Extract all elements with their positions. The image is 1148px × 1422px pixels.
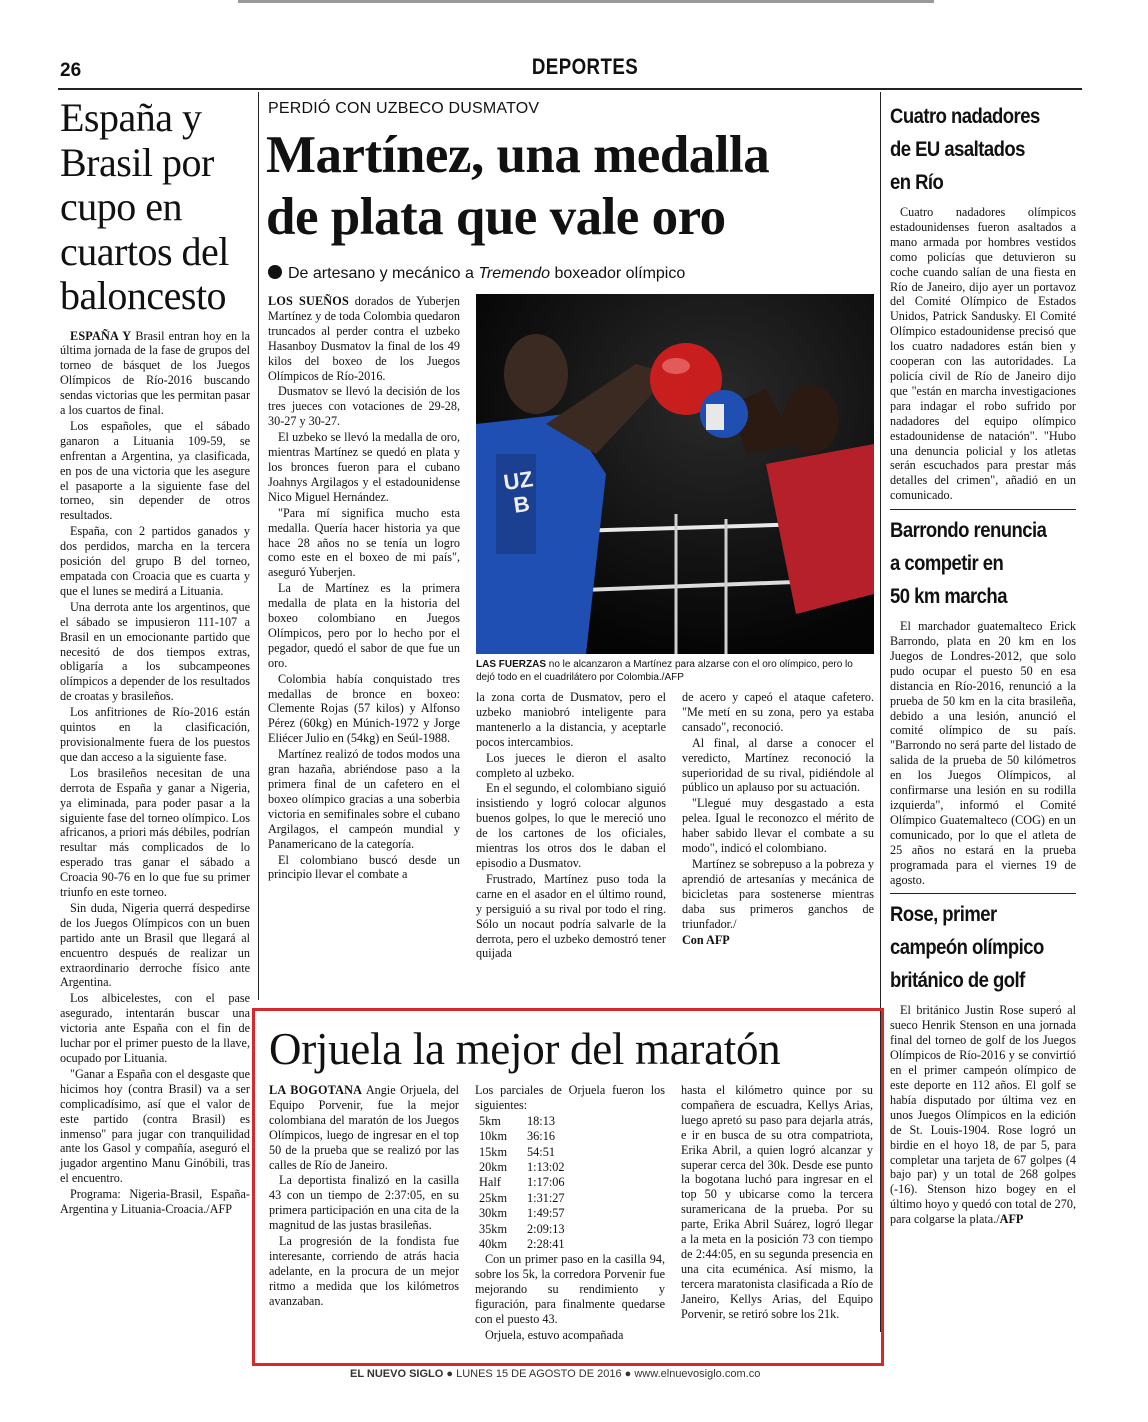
headline-line: británico de golf (890, 969, 1025, 993)
headline-line: de EU asaltados (890, 138, 1025, 161)
story-text: El británico Justin Rose superó al sueco Henrik Stenson en una jornada final del torneo de golf de los Juegos Olímpicos de Río-2016 y se convirtió en el primer campeón olímpico de este deporte en 112 años. El golf se había disputado por última vez en unos Juegos Olímpicos en la edición de St. Louis-1904. Rose logró un birdie en el hoyo 18, de par 5, para completar una tarjeta de 67 golpes (4 bajo par) y un total de 268 golpes (-16). Stenson hizo bogey en el último hoyo y quedó con total de 270, para colgarse la plata./ (890, 1003, 1076, 1227)
paragraph: El colombiano buscó desde un principio llevar el combate a (268, 852, 460, 882)
marathon-headline: Orjuela la mejor del maratón (269, 1024, 781, 1074)
headline-line: 50 km marcha (890, 585, 1007, 609)
footer-paper: EL NUEVO SIGLO (350, 1368, 444, 1380)
subhead-text: boxeador olímpico (550, 265, 686, 282)
split-time: 1:17:06 (527, 1175, 565, 1190)
split-time: 1:49:57 (527, 1206, 565, 1221)
header-rule (58, 88, 1082, 90)
right-story-3-headline (890, 898, 1054, 997)
right-story-1 (890, 100, 1076, 503)
paragraph: dorados de Yuberjen Martínez y de toda Colombia quedaron truncados al perder contra el uzbeko Hasanboy Dusmatov la final de los 49 kilos del boxeo de los Juegos Olímpicos de Río-2016. (268, 294, 461, 383)
split-distance: 10km (479, 1129, 508, 1144)
caption-lead: LAS FUERZAS (476, 659, 546, 670)
left-story-body (60, 329, 250, 1217)
photo-caption (476, 658, 874, 684)
split-row (475, 1175, 665, 1190)
paragraph: Sin duda, Nigeria querrá despedirse de los Juegos Olímpicos con un buen partido ante un Brasil que llegará al encuentro después de realizar un extraordinario derroche físico ante Argentina. (60, 900, 250, 990)
paragraph: Colombia había conquistado tres medallas de bronce en boxeo: Clemente Rojas (57 kilos) y Alfonso Pérez (60kg) en Múnich-1972 y Jorge Eliécer Julio en (54kg) en Seúl-1988. (268, 671, 460, 746)
divider (890, 893, 1076, 894)
paragraph: La deportista finalizó en la casilla 43 con un tiempo de 2:37:05, en su primera participación en una cita de la magnitud de las justas brasileñas. (269, 1173, 459, 1233)
split-time: 18:13 (527, 1113, 556, 1128)
footer-date: LUNES 15 DE AGOSTO DE 2016 (456, 1368, 622, 1380)
column-rule-left (258, 92, 259, 1000)
split-row (475, 1114, 665, 1129)
right-story-2-headline (890, 514, 1054, 613)
split-row (475, 1191, 665, 1206)
caption-text: no le alcanzaron a Martínez para alzarse con el oro olímpico, pero lo dejó todo en el cuadrilátero por Colombia./ (476, 659, 853, 683)
footer (350, 1368, 790, 1384)
split-distance: 5km (479, 1113, 501, 1128)
main-lead: LOS SUEÑOS (268, 294, 349, 308)
main-subhead (268, 265, 685, 283)
split-row (475, 1160, 665, 1175)
right-story-3-text (890, 1003, 1076, 1227)
splits-list (475, 1114, 665, 1253)
paragraph: Los parciales de Orjuela fueron los siguientes: (475, 1083, 665, 1112)
split-distance: 35km (479, 1221, 508, 1236)
paragraph: "Llegué muy desgastado a esta pelea. Igual le reconozco el mérito de haber sabido llevar el combate a su modo", indicó el colombiano. (682, 796, 874, 856)
split-row (475, 1145, 665, 1160)
main-column-2 (476, 690, 666, 962)
paragraph: La progresión de la fondista fue interesante, corriendo de atrás hacia adelante, en la procura de un mejor ritmo a medida que los kilómetros avanzaban. (269, 1234, 459, 1308)
headline-line: a competir en (890, 552, 1004, 576)
paragraph: Programa: Nigeria-Brasil, España-Argentina y Lituania-Croacia./AFP (60, 1187, 250, 1217)
right-column (890, 100, 1076, 1228)
split-time: 36:16 (527, 1129, 556, 1144)
paragraph: Una derrota ante los argentinos, que el sábado se impusieron 111-107 a Brasil en un emocionante partido que necesitó de dos tiempos extras, obligaría a los subcampeones olímpicos a depender de los resultados de croatas y brasileños. (60, 599, 250, 704)
headline-line: Barrondo renuncia (890, 519, 1047, 543)
split-distance: 20km (479, 1160, 508, 1175)
headline-line: Rose, primer (890, 903, 997, 927)
main-column-3 (682, 690, 874, 948)
footer-bullet-icon: ● (446, 1368, 454, 1380)
divider (890, 509, 1076, 510)
paragraph: Los brasileños necesitan de una derrota de España y ganar a Nigeria, ya eliminada, para poder pasar a la siguiente fase del torneo olímpico. Los africanos, a priori más débiles, podrían resultar más complicados de lo esperado tras ganar el sábado a Croacia 90-76 en lo que fue su primer triunfo en este torneo. (60, 765, 250, 900)
paragraph: "Ganar a España con el desgaste que hicimos hoy (contra Brasil) va a ser complicadísimo, así que el valor de este partido (contra Brasil) es inmenso" para jugar con tranquilidad ante los Gasol y compañía, aseguró el jugador argentino Manu Ginóbili, tras el encuentro. (60, 1066, 250, 1186)
main-kicker: PERDIÓ CON UZBECO DUSMATOV (268, 100, 540, 117)
marathon-highlight-box (252, 1008, 884, 1366)
main-headline-line: de plata que vale oro (266, 188, 726, 246)
paragraph: Angie Orjuela, del Equipo Porvenir, fue la mejor colombiana del maratón de los Juegos Olímpicos, luego de ingresar en el top 50 de la prueba que se realizó por las calles de Río de Janeiro. (269, 1083, 459, 1172)
top-trim (238, 0, 934, 3)
headline-line: campeón olímpico (890, 936, 1044, 960)
paragraph: Martínez se sobrepuso a la pobreza y aprendió de artesanías y mecánica de bicicletas para sostenerse mientras daba sus primeros ganchos de triunfador./ (682, 856, 874, 931)
byline: Con AFP (682, 932, 730, 947)
right-story-3 (890, 898, 1076, 1227)
right-story-1-text: Cuatro nadadores olímpicos estadounidenses fueron asaltados a mano armada por hombres vestidos como policías que detuvieron su coche cuando salían de una fiesta en Río de Janeiro, dijo ayer un portavoz del Comité Olímpico de Estados Unidos, Patrick Sandusky. El Comité Olímpico estadounidense precisó que los cuatro nadadores están bien y cooperan con las autoridades. La policía civil de Río de Janeiro dijo que "están en marcha investigaciones para indagar el robo sufrido por nadadores del equipo olímpico estadounidense de natación". "Hubo una denuncia policial y los atletas serán escuchados para prestar más detalles del crimen", añadió en un comunicado. (890, 205, 1076, 503)
subhead-text: De artesano y mecánico a (288, 265, 479, 282)
marathon-column-1 (269, 1083, 459, 1310)
split-distance: 25km (479, 1190, 508, 1205)
split-row (475, 1222, 665, 1237)
byline: AFP (999, 1212, 1024, 1227)
paragraph: hasta el kilómetro quince por su compañera de escuadra, Kellys Arias, luego apretó su paso para dejarla atrás, e ir en busca de su otra compatriota, Erika Abril, a quien logró alcanzar y superar cerca del 30k. Desde ese punto la bogotana luchó para ingresar en el top 50 y ubicarse como la tercera suramericana de la prueba. Por su parte, Erika Abril Suárez, logró llegar a la meta en la posición 73 con tiempo de 2:44:05, en su segunda presencia en una cita ecuménica. Así mismo, la tercera maratonista clasificada a Río de Janeiro, Kellys Arias, del Equipo Porvenir, se retiró sobre los 21k. (681, 1083, 873, 1321)
marathon-lead: LA BOGOTANA (269, 1083, 363, 1097)
paragraph: Dusmatov se llevó la decisión de los tres jueces con votaciones de 29-28, 30-27 y 30-27. (268, 384, 460, 429)
paragraph: Al final, al darse a conocer el veredicto, Martínez reconoció la superioridad de su rival, pidiéndole al público un aplauso por su actuación. (682, 735, 874, 795)
bullet-icon (268, 265, 282, 279)
paragraph: la zona corta de Dusmatov, pero el uzbeko maniobró inteligente para mantenerlo a la distancia, y aceptarle pocos intercambios. (476, 690, 666, 749)
main-headline-line: Martínez, una medalla (266, 126, 770, 184)
split-row (475, 1237, 665, 1252)
paragraph: Los jueces le dieron el asalto completo al uzbeko. (476, 750, 666, 780)
paragraph: El uzbeko se llevó la medalla de oro, mientras Martínez se quedó en plata y los bronces fueron para el cubano Joahnys Argilagos y el estadounidense Nico Miguel Hernández. (268, 430, 460, 504)
split-distance: Half (479, 1175, 501, 1190)
boxing-photo (476, 294, 874, 654)
right-story-1-headline (890, 100, 1054, 199)
paragraph: Martínez realizó de todos modos una gran hazaña, abriéndose paso a la primera final de un cafetero en el boxeo olímpico gracias a una soberbia victoria en semifinales sobre el cubano Argilagos, el campeón mundial y Panamericano de la categoría. (268, 747, 460, 851)
section-title: DEPORTES (531, 54, 639, 79)
footer-bullet-icon: ● (624, 1368, 632, 1380)
paragraph: España, con 2 partidos ganados y dos perdidos, marcha en la tercera posición del grupo B del torneo, empatada con Croacia que es cuarta y que el lunes se medirá a Lituania. (60, 524, 250, 598)
split-distance: 15km (479, 1144, 508, 1159)
headline-line: en Río (890, 171, 944, 194)
paragraph: Con un primer paso en la casilla 94, sobre los 5k, la corredora Porvenir fue mejorando su rendimiento y figuración, para finalmente quedarse con el puesto 43. (475, 1252, 665, 1327)
headline-line: Cuatro nadadores (890, 105, 1040, 128)
left-story-headline: España y Brasil por cupo en cuartos del baloncesto (60, 95, 229, 318)
split-time: 54:51 (527, 1144, 556, 1159)
paragraph: Los albicelestes, con el pase asegurado, intentarán buscar una victoria ante España con el fin de luchar por el primer puesto de la llave, ocupado por Lituania. (60, 991, 250, 1065)
left-story (60, 96, 250, 1218)
left-story-lead: ESPAÑA Y (70, 328, 132, 343)
paragraph: En el segundo, el colombiano siguió insistiendo y logró colocar algunos buenos golpes, lo que le mereció uno de los cartones de los oficiales, mientras los otros dos le daban el episodio a Dusmatov. (476, 781, 666, 870)
split-time: 2:09:13 (527, 1221, 565, 1236)
page-number: 26 (60, 60, 82, 81)
main-headline (266, 124, 769, 248)
right-story-2 (890, 514, 1076, 887)
caption-credit: AFP (664, 672, 684, 683)
paragraph: de acero y capeó el ataque cafetero. "Me metí en su zona, pero ya estaba cansado", reconoció. (682, 690, 874, 734)
split-row (475, 1206, 665, 1221)
paragraph: Los españoles, que el sábado ganaron a Lituania 109-59, se enfrentan a Argentina, ya clasificada, en pos de una victoria que les asegure el pasaporte a la siguiente fase del torneo, sin depender de otros resultados. (60, 418, 250, 523)
split-distance: 30km (479, 1206, 508, 1221)
marathon-column-3 (681, 1083, 873, 1323)
footer-url: www.elnuevosiglo.com.co (634, 1368, 761, 1380)
photo-trunk-letters: UZB (501, 466, 535, 518)
paragraph: Orjuela, estuvo acompañada (485, 1328, 624, 1342)
split-time: 2:28:41 (527, 1237, 565, 1252)
split-time: 1:31:27 (527, 1190, 565, 1205)
paragraph: La de Martínez es la primera medalla de plata en la historia del boxeo colombiano en Juegos Olímpicos, pero por lo hecho por el pegador, quedó el sabor de que fue un oro. (268, 581, 460, 670)
paragraph: Los anfitriones de Río-2016 están quintos en la clasificación, provisionalmente fuera de los puestos que dan acceso a la siguiente fase. (60, 705, 250, 764)
right-story-2-text: El marchador guatemalteco Erick Barrondo, plata en 20 km en los Juegos de Londres-2012, que solo pudo ocupar el puesto 50 en esa distancia en Río-2016, renunció a la prueba de 50 km en la cita brasileña, debido a una lesión, anunció el comité olímpico de su país. "Barrondo no será parte del listado de salida de la prueba de 50 kilómetros en los Juegos Olímpicos, al confirmarse una lesión en su rodilla izquierda", informó el Comité Olímpico Guatemalteco (COG) en un comunicado, por lo que el atleta de 25 años no estará en la prueba programada para el viernes 19 de agosto. (890, 619, 1076, 887)
paragraph: "Para mí significa mucho esta medalla. Quería hacer historia ya que hace 28 años no se tenía un logro como este en el boxeo de mi país", aseguró Yuberjen. (268, 505, 460, 580)
paragraph: Brasil entran hoy en la última jornada de la fase de grupos del torneo de básquet de los Juegos Olímpicos de Río-2016 buscando sendas victorias que les permitan pasar a los cuartos de final. (60, 328, 250, 418)
subhead-italic: Tremendo (478, 265, 551, 282)
split-distance: 40km (479, 1237, 508, 1252)
split-row (475, 1129, 665, 1144)
main-column-1 (268, 294, 460, 883)
split-time: 1:13:02 (527, 1160, 565, 1175)
marathon-column-2 (475, 1083, 665, 1344)
paragraph: Frustrado, Martínez puso toda la carne en el asador en el último round, y persiguió a su rival por todo el ring. Sólo un nocaut podría salvarle de la derrota, pero el uzbeko demostró tener quijada (476, 871, 666, 961)
